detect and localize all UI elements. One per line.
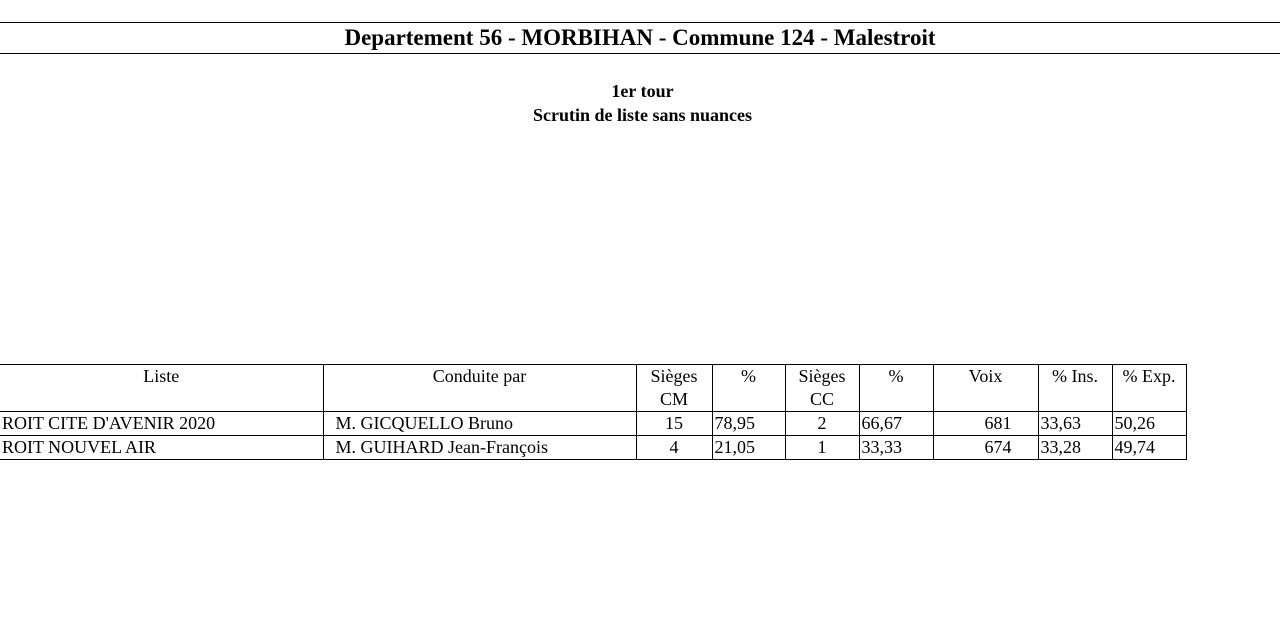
table-header-row xyxy=(0,365,1186,389)
title-bar xyxy=(0,22,1280,54)
header-pct-cm-blank xyxy=(712,388,785,412)
cell-pct-cm: 78,95 xyxy=(712,412,785,436)
cell-voix: 674 xyxy=(933,436,1038,460)
results-table xyxy=(0,364,1187,460)
cell-liste xyxy=(0,436,323,460)
cell-pct-cc: 33,33 xyxy=(859,436,933,460)
header-sieges-cc-sub: CC xyxy=(785,388,859,412)
header-liste: Liste xyxy=(0,365,323,389)
header-voix: Voix xyxy=(933,365,1038,389)
cell-conduite: M. GUIHARD Jean-François xyxy=(323,436,636,460)
cell-pct-ins: 33,28 xyxy=(1038,436,1112,460)
header-pct-cm: % xyxy=(712,365,785,389)
header-pct-exp-blank xyxy=(1112,388,1186,412)
header-voix-blank xyxy=(933,388,1038,412)
cell-sieges-cm: 15 xyxy=(636,412,712,436)
cell-sieges-cc: 2 xyxy=(785,412,859,436)
cell-liste-text: ROIT NOUVEL AIR xyxy=(2,437,156,457)
header-conduite-blank xyxy=(323,388,636,412)
round-label: 1er tour xyxy=(611,81,674,101)
cell-pct-exp: 49,74 xyxy=(1112,436,1186,460)
table-row xyxy=(0,412,1186,436)
page-title: Departement 56 - MORBIHAN - Commune 124 - Malestroit xyxy=(344,25,936,50)
header-pct-exp: % Exp. xyxy=(1112,365,1186,389)
table-header-row-2 xyxy=(0,388,1186,412)
header-pct-ins: % Ins. xyxy=(1038,365,1112,389)
table-row xyxy=(0,436,1186,460)
cell-pct-ins: 33,63 xyxy=(1038,412,1112,436)
cell-pct-cm: 21,05 xyxy=(712,436,785,460)
cell-liste-text: ROIT CITE D'AVENIR 2020 xyxy=(2,413,216,433)
cell-liste xyxy=(0,412,323,436)
header-sieges-cm: Sièges xyxy=(636,365,712,389)
cell-pct-exp: 50,26 xyxy=(1112,412,1186,436)
cell-voix: 681 xyxy=(933,412,1038,436)
header-liste-blank xyxy=(0,388,323,412)
cell-pct-cc: 66,67 xyxy=(859,412,933,436)
header-pct-cc: % xyxy=(859,365,933,389)
cell-sieges-cc: 1 xyxy=(785,436,859,460)
header-pct-ins-blank xyxy=(1038,388,1112,412)
header-pct-cc-blank xyxy=(859,388,933,412)
scrutin-label: Scrutin de liste sans nuances xyxy=(532,105,753,125)
cell-conduite: M. GICQUELLO Bruno xyxy=(323,412,636,436)
header-sieges-cc: Sièges xyxy=(785,365,859,389)
header-conduite: Conduite par xyxy=(323,365,636,389)
cell-sieges-cm: 4 xyxy=(636,436,712,460)
header-sieges-cm-sub: CM xyxy=(636,388,712,412)
